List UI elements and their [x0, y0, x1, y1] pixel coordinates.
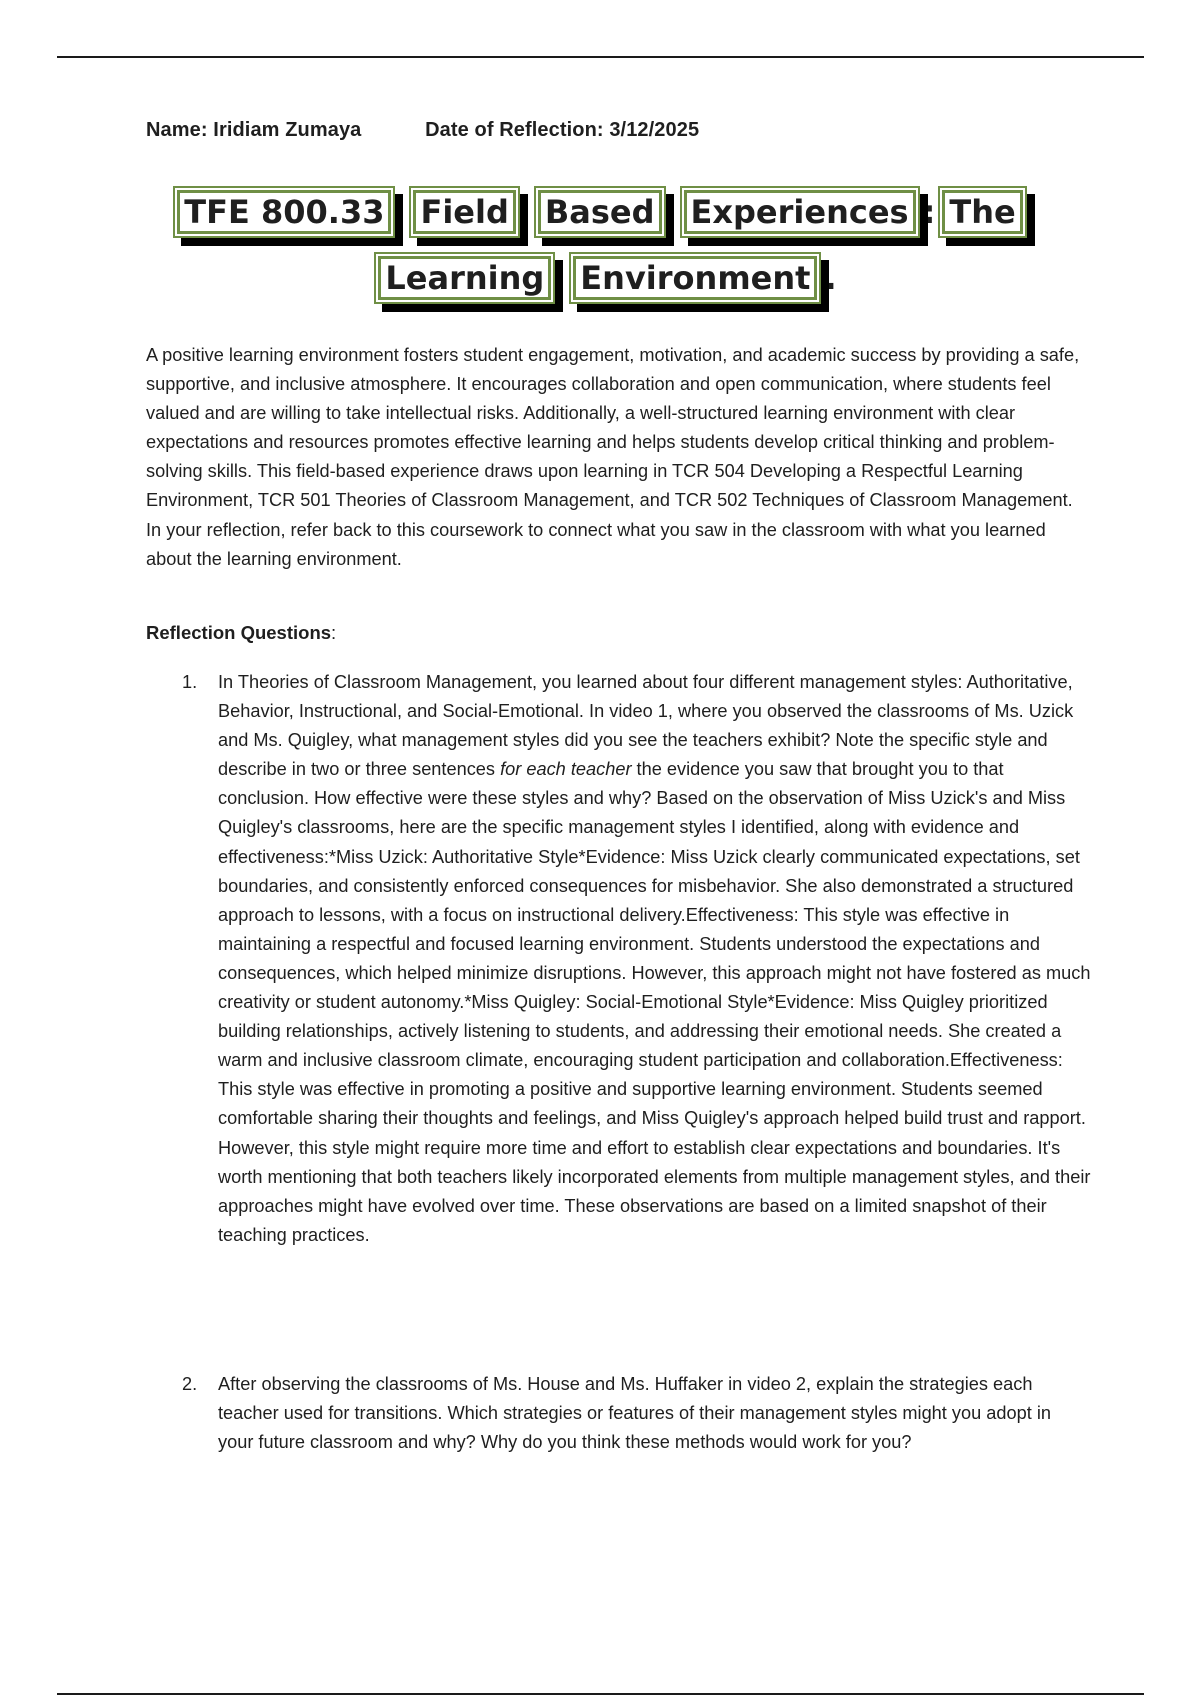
question-text — [218, 668, 1091, 1250]
page-title — [0, 178, 1200, 310]
question-item — [146, 668, 1091, 1250]
title-colon: : — [922, 193, 936, 231]
title-word: The — [942, 190, 1022, 234]
top-rule — [57, 56, 1144, 58]
title-word: Field — [413, 190, 515, 234]
question-emphasis: for each teacher — [500, 759, 632, 780]
question-item — [146, 1370, 1091, 1457]
title-line-1 — [0, 178, 1200, 244]
intro-paragraph: A positive learning environment fosters student engagement, motivation, and academic success by providing a safe, supportive, and inclusive atmosphere. It encourages collaboration and open communication, where students feel valued and are willing to take intellectual risks. Additionally, a well-structured learning environment with clear expectations and resources promotes effective learning and helps students develop critical thinking and problem-solving skills. This field-based experience draws upon learning in TCR 504 Developing a Respectful Learning Environment, TCR 501 Theories of Classroom Management, and TCR 502 Techniques of Classroom Management. In your reflection, refer back to this coursework to connect what you saw in the classroom with what you learned about the learning environment. — [146, 345, 1080, 569]
title-word: Environment — [573, 256, 817, 300]
question-text-after: the evidence you saw that brought you to that conclusion. How effective were these styles and why? Based on the observation of Miss Uzick's and Miss Quigley's classrooms, here are the specific management styles I identified, along with evidence and effectiveness:*Miss Uzick: Authoritative Style*Evidence: Miss Uzick clearly communicated expectations, set boundaries, and consistently enforced consequences for misbehavior. She also demonstrated a structured approach to lessons, with a focus on instructional delivery.Effectiveness: This style was effective in maintaining a respectful and focused learning environment. Students understood the expectations and consequences, which helped minimize disruptions. However, this approach might not have fostered as much creativity or student autonomy.*Miss Quigley: Social-Emotional Style*Evidence: Miss Quigley prioritized building relationships, actively listening to students, and addressing their emotional needs. She created a warm and inclusive classroom climate, encouraging student participation and collaboration.Effectiveness: This style was effective in promoting a positive and supportive learning environment. Students seemed comfortable sharing their thoughts and feelings, and Miss Quigley's approach helped build trust and rapport. However, this style might require more time and effort to establish clear expectations and boundaries. It's worth mentioning that both teachers likely incorporated elements from multiple management styles, and their approaches might have evolved over time. These observations are based on a limited snapshot of their teaching practices. — [218, 759, 1091, 1245]
title-line-2 — [0, 244, 1200, 310]
question-number: 2. — [182, 1374, 198, 1394]
reflection-questions-heading — [146, 622, 336, 644]
title-period: . — [824, 259, 837, 297]
question-text-before: In Theories of Classroom Management, you learned about four different management styles: Authoritative, Behavior, Instructional, and Social-Emotional. In video 1, where you observed the classrooms of Ms. Uzick and Ms. Quigley, what management styles did you see the teachers exhibit? Note the specific style and describe in two or three sentences — [218, 672, 1074, 780]
reflection-heading-text: Reflection Questions — [146, 622, 332, 643]
title-word: Learning — [378, 256, 551, 300]
header-line — [146, 119, 699, 142]
bottom-rule — [57, 1693, 1144, 1695]
reflection-heading-colon: : — [331, 622, 337, 643]
title-word: Experiences — [684, 190, 916, 234]
question-number: 1. — [182, 672, 198, 692]
reflection-date: Date of Reflection: 3/12/2025 — [425, 119, 700, 141]
question-text: After observing the classrooms of Ms. House and Ms. Huffaker in video 2, explain the strategies each teacher used for transitions. Which strategies or features of their management styles might you adopt in your future classroom and why? Why do you think these methods would work for you? — [218, 1374, 1052, 1453]
title-word: TFE 800.33 — [177, 190, 391, 234]
title-word: Based — [538, 190, 662, 234]
student-name: Name: Iridiam Zumaya — [146, 119, 362, 141]
